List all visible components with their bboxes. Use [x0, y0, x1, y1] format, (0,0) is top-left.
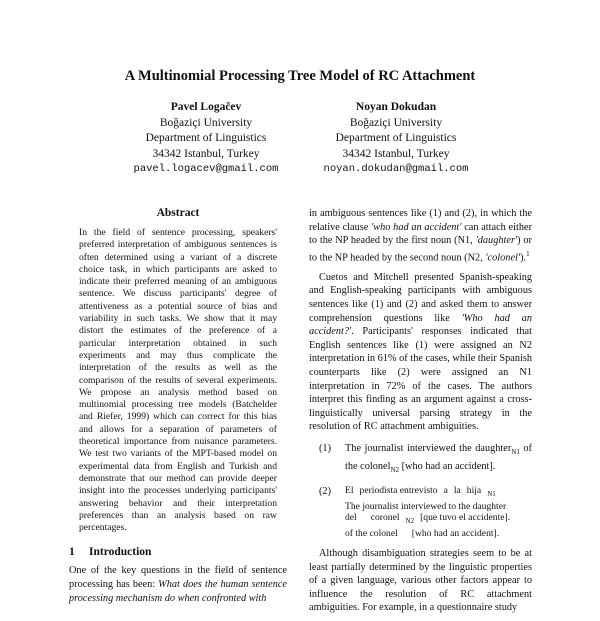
author-block-2: [286, 100, 506, 178]
text-span: The journalist interviewed the daughter: [345, 442, 512, 454]
text-span: of the colonel: [345, 442, 532, 472]
italic-span: 'daughter': [475, 235, 518, 247]
gloss-word: of the colonel: [345, 527, 398, 539]
author-affiliation: Boğaziçi University: [159, 116, 253, 129]
subscript: N2: [390, 465, 400, 474]
example-1: [319, 442, 532, 477]
author-name: Noyan Dokudan: [355, 101, 437, 113]
gloss-word: [467, 485, 496, 500]
section-title: Introduction: [89, 546, 152, 559]
gloss-line: [345, 512, 532, 527]
gloss-word-text: coronel: [370, 512, 400, 524]
paragraph-disambiguation: Although disambiguation strategies seem to be at least partially determined by the linguistic properties of a given language, various other factors appear to influence the resolution of RC attachment ambiguities. For example, in a questionnaire study: [309, 548, 532, 614]
left-column: [69, 207, 287, 605]
subscript: N1: [511, 447, 520, 456]
intro-question: What does the human sentence processing mechanism do when confronted with: [69, 579, 287, 604]
author-block-1: [96, 100, 316, 178]
author-email[interactable]: noyan.dokudan@gmail.com: [323, 163, 469, 175]
paper-title: A Multinomial Processing Tree Model of RC Attachment: [124, 68, 476, 84]
author-address: 34342 Istanbul, Turkey: [342, 147, 450, 160]
author-address: 34342 Istanbul, Turkey: [152, 147, 260, 160]
abstract-text: In the field of sentence processing, speakers' preferred interpretation of ambiguous sentences is often determined using a variant of a discrete choice task, in which participants are asked to indicate their preferred meaning of an ambiguous sentence. We discuss participants' degree of attentiveness as a potential source of bias and variability in such tasks. We show that it may distort the estimates of the preference of a particular interpretation obtained in such experiments and may thus complicate the interpretation of the results as well as the comparison of the results of several experiments. We propose an analysis method based on multinomial processing tree models (Batchelder and Riefer, 1999) which can correct for this bias and allows for a separation of parameters of theoretical importance from nuisance parameters. We test two variants of the MPT-based model on experimental data from English and Turkish and demonstrate that our method can provide deeper insight into the processes underlying participants' answering behavior and their interpretation preferences than an analysis based on raw percentages.: [79, 227, 277, 534]
example-gloss: [345, 485, 532, 539]
text-span: ) or to the NP headed by the second noun (N2,: [309, 235, 532, 264]
paragraph-cuetos-mitchell: [309, 271, 532, 434]
gloss-word: la: [453, 485, 461, 497]
gloss-word-text: hija: [466, 485, 482, 497]
author-email[interactable]: pavel.logacev@gmail.com: [133, 163, 279, 175]
gloss-word: [371, 512, 414, 527]
gloss-word: [que tuvo el accidente].: [420, 512, 511, 524]
section-heading-introduction: [69, 546, 287, 558]
subscript: N2: [405, 517, 415, 526]
text-span: ).: [520, 252, 527, 264]
italic-span: 'Who had an accident?': [309, 312, 532, 338]
gloss-word: periodista entrevisto: [359, 485, 438, 497]
intro-paragraph: [69, 564, 287, 605]
text-span: in ambiguous sentences like (1) and (2), in which the relative clause: [309, 208, 532, 233]
author-name: Pavel Logačev: [170, 101, 242, 113]
example-number: (1): [319, 442, 332, 454]
gloss-word: a: [443, 485, 448, 497]
gloss-word: El: [345, 485, 354, 497]
gloss-word: [who had an accident].: [411, 527, 500, 539]
gloss-line: [345, 528, 532, 540]
example-text: [345, 442, 532, 477]
italic-span: 'colonel': [485, 252, 521, 264]
example-number: (2): [319, 486, 332, 498]
text-span: can attach either to the NP headed by the first noun (N1,: [309, 221, 532, 247]
example-2: [319, 485, 532, 539]
intro-text: One of the key questions in the field of sentence processing has been:: [69, 565, 287, 591]
author-affiliation: Boğaziçi University: [349, 116, 443, 129]
italic-span: 'who had an accident': [371, 221, 462, 233]
gloss-word: del: [345, 512, 357, 524]
text-span: [who had an accident].: [399, 460, 496, 472]
subscript: N1: [487, 490, 496, 499]
gloss-line: [345, 485, 532, 500]
abstract-heading: Abstract: [156, 207, 200, 219]
gloss-line: The journalist interviewed to the daughter: [345, 500, 507, 512]
section-number: 1: [69, 546, 75, 559]
text-span: . Participants' responses indicated that English sentences like (1) were assigned an N2 interpretation in 61% of the cases, while their Spanish counterparts like (2) were assigned an N1 interpretation in 72% of the cases. The authors interpret this finding as an argument against a cross-linguistically universal parsing strategy in the resolution of RC attachment ambiguities.: [309, 326, 532, 433]
author-department: Department of Linguistics: [145, 132, 267, 144]
text-span: Cuetos and Mitchell presented Spanish-speaking and English-speaking participants with ambiguous sentences like (1) and (2) and asked them to answer comprehension questions like: [309, 271, 532, 324]
footnote-marker[interactable]: 1: [526, 249, 530, 258]
right-column: [309, 207, 532, 621]
paragraph-rc-attachment: [309, 207, 532, 265]
author-department: Department of Linguistics: [335, 132, 457, 144]
